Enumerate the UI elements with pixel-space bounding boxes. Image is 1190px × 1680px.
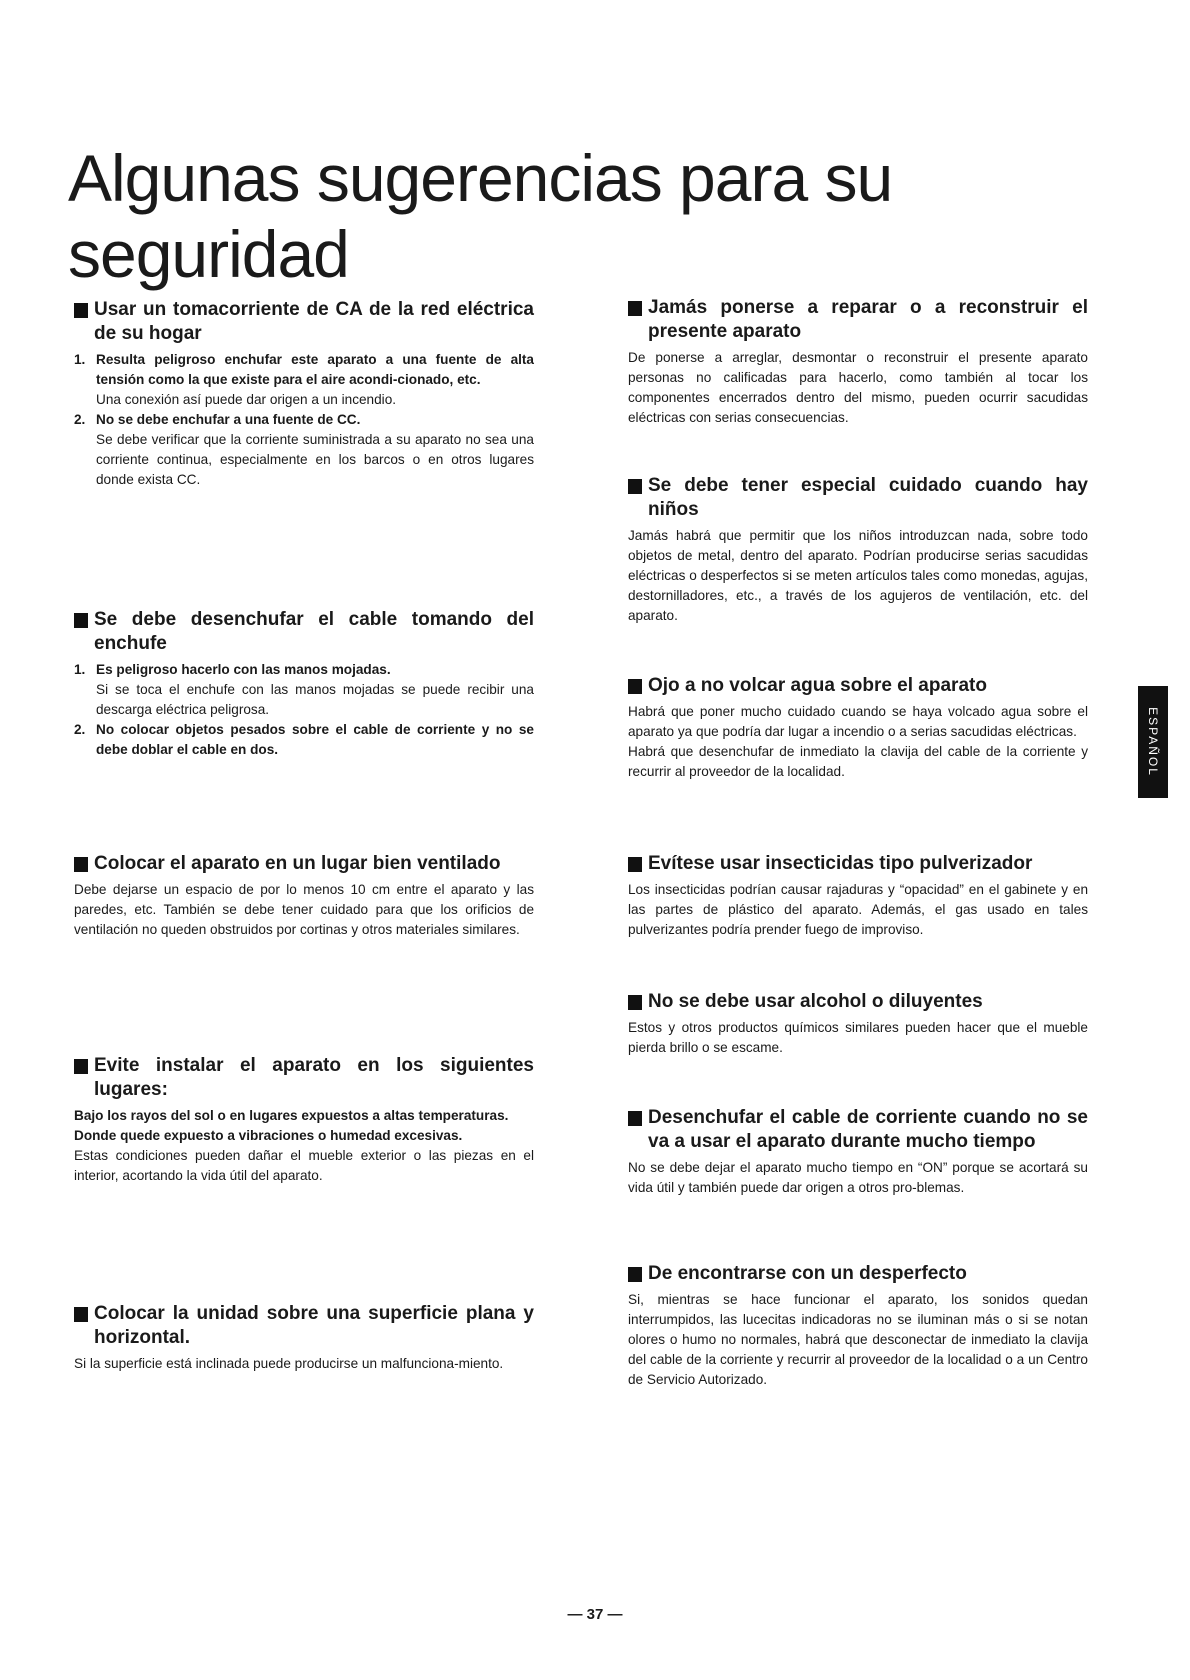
item-text: Se debe verificar que la corriente suministrada a su aparato no sea una corriente continua, especialmente en los barcos o en otros lugares donde exista CC. <box>96 432 534 487</box>
section-heading: Ojo a no volcar agua sobre el aparato <box>648 675 987 696</box>
section-malfunction <box>628 1262 1088 1390</box>
section-heading: Colocar el aparato en un lugar bien ventilado <box>94 853 501 874</box>
section-heading: Se debe tener especial cuidado cuando hay niños <box>648 475 1088 520</box>
item-text: Una conexión así puede dar origen a un incendio. <box>96 392 397 407</box>
section-heading: Desenchufar el cable de corriente cuando no se va a usar el aparato durante mucho tiempo <box>648 1107 1088 1152</box>
list-item: 1. Es peligroso hacerlo con las manos mojadas. Si se toca el enchufe con las manos mojadas se puede recibir una descarga eléctrica peligrosa. <box>74 660 534 720</box>
bullet-square-icon <box>628 857 642 872</box>
section-heading: De encontrarse con un desperfecto <box>648 1263 967 1284</box>
bullet-square-icon <box>74 303 88 318</box>
bullet-square-icon <box>628 479 642 494</box>
section-text: Jamás habrá que permitir que los niños introduzcan nada, sobre todo objetos de metal, dentro del aparato. Podrían producirse serias sacudidas eléctricas o desperfectos si se meten artículos tales como monedas, agujas, destornilladores, etc., a través de los agujeros de ventilación, etc. del aparato. <box>628 528 1088 623</box>
title-line-2: seguridad <box>68 217 349 291</box>
bullet-square-icon <box>74 1059 88 1074</box>
section-text: No se debe dejar el aparato mucho tiempo en “ON” porque se acortará su vida útil y también puede dar origen a otros pro-blemas. <box>628 1160 1088 1195</box>
section-heading: Evite instalar el aparato en los siguientes lugares: <box>94 1055 534 1100</box>
bullet-square-icon <box>628 1267 642 1282</box>
language-tab-label: ESPAÑOL <box>1146 707 1160 777</box>
section-text: Estos y otros productos químicos similares pueden hacer que el mueble pierda brillo o se escame. <box>628 1020 1088 1055</box>
section-ventilation <box>74 852 534 940</box>
list-item: 1. Resulta peligroso enchufar este aparato a una fuente de alta tensión como la que existe para el aire acondi-cionado, etc. Una conexión así puede dar origen a un incendio. <box>74 350 534 410</box>
bullet-square-icon <box>74 1307 88 1322</box>
section-flat-surface <box>74 1302 534 1374</box>
bullet-square-icon <box>628 679 642 694</box>
item-bold-text: Es peligroso hacerlo con las manos mojadas. <box>96 662 391 677</box>
bullet-square-icon <box>628 301 642 316</box>
section-text: Debe dejarse un espacio de por lo menos 10 cm entre el aparato y las paredes, etc. También se debe tener cuidado para que los orificios de ventilación no queden obstruidos por cortinas y otros materiales similares. <box>74 882 534 937</box>
section-children <box>628 474 1088 626</box>
item-bold-text: No colocar objetos pesados sobre el cable de corriente y no se debe doblar el cable en dos. <box>96 722 534 757</box>
page-title <box>68 140 968 292</box>
bullet-square-icon <box>74 613 88 628</box>
section-unplug-long-time <box>628 1106 1088 1198</box>
section-unplug-cable <box>74 608 534 760</box>
section-heading: Colocar la unidad sobre una superficie plana y horizontal. <box>94 1303 534 1348</box>
section-ac-outlet <box>74 298 534 490</box>
section-bold-text: Donde quede expuesto a vibraciones o humedad excesivas. <box>74 1128 463 1143</box>
section-text: Si, mientras se hace funcionar el aparato, los sonidos quedan interrumpidos, las lucecitas indicadoras no se iluminan más o si se notan olores o humo no normales, habrá que desconectar de inmediato la clavija del cable de la corriente y recurrir al proveedor de la localidad o a un Centro de Servicio Autorizado. <box>628 1292 1088 1387</box>
section-heading: Evítese usar insecticidas tipo pulverizador <box>648 853 1033 874</box>
numbered-list <box>74 350 534 490</box>
section-text: Estas condiciones pueden dañar el mueble exterior o las piezas en el interior, acortando la vida útil del aparato. <box>74 1148 534 1183</box>
item-text: Si se toca el enchufe con las manos mojadas se puede recibir una descarga eléctrica peligrosa. <box>96 682 534 717</box>
section-text: De ponerse a arreglar, desmontar o reconstruir el presente aparato personas no calificadas para hacerlo, como también al tocar los componentes encerrados dentro del mismo, pueden ocurrir sacudidas eléctricas con serias consecuencias. <box>628 350 1088 425</box>
list-item: 2. No se debe enchufar a una fuente de CC. Se debe verificar que la corriente suministrada a su aparato no sea una corriente continua, especialmente en los barcos o en otros lugares donde exista CC. <box>74 410 534 490</box>
page-number: — 37 — <box>567 1606 623 1623</box>
section-text: Habrá que desenchufar de inmediato la clavija del cable de la corriente y recurrir al proveedor de la localidad. <box>628 744 1088 779</box>
section-text: Los insecticidas podrían causar rajaduras y “opacidad” en el gabinete y en las partes de plástico del aparato. Además, el gas usado en tales pulverizantes podría prender fuego de improviso. <box>628 882 1088 937</box>
section-no-repair <box>628 296 1088 428</box>
section-heading: No se debe usar alcohol o diluyentes <box>648 991 983 1012</box>
section-bold-text: Bajo los rayos del sol o en lugares expuestos a altas temperaturas. <box>74 1108 509 1123</box>
section-insecticides <box>628 852 1088 940</box>
bullet-square-icon <box>628 995 642 1010</box>
section-avoid-locations <box>74 1054 534 1186</box>
list-item: 2. No colocar objetos pesados sobre el cable de corriente y no se debe doblar el cable en dos. <box>74 720 534 760</box>
section-water <box>628 674 1088 782</box>
section-text: Habrá que poner mucho cuidado cuando se haya volcado agua sobre el aparato ya que podría dar lugar a incendio o a serias sacudidas eléctricas. <box>628 704 1088 739</box>
section-heading: Jamás ponerse a reparar o a reconstruir el presente aparato <box>648 297 1088 342</box>
title-line-1: Algunas sugerencias para su <box>68 141 893 215</box>
bullet-square-icon <box>74 857 88 872</box>
item-bold-text: Resulta peligroso enchufar este aparato a una fuente de alta tensión como la que existe para el aire acondi-cionado, etc. <box>96 352 534 387</box>
bullet-square-icon <box>628 1111 642 1126</box>
section-heading: Usar un tomacorriente de CA de la red eléctrica de su hogar <box>94 299 534 344</box>
section-heading: Se debe desenchufar el cable tomando del enchufe <box>94 609 534 654</box>
language-tab <box>1138 686 1168 798</box>
item-bold-text: No se debe enchufar a una fuente de CC. <box>96 412 361 427</box>
section-text: Si la superficie está inclinada puede producirse un malfunciona-miento. <box>74 1356 504 1371</box>
section-alcohol <box>628 990 1088 1058</box>
numbered-list <box>74 660 534 760</box>
